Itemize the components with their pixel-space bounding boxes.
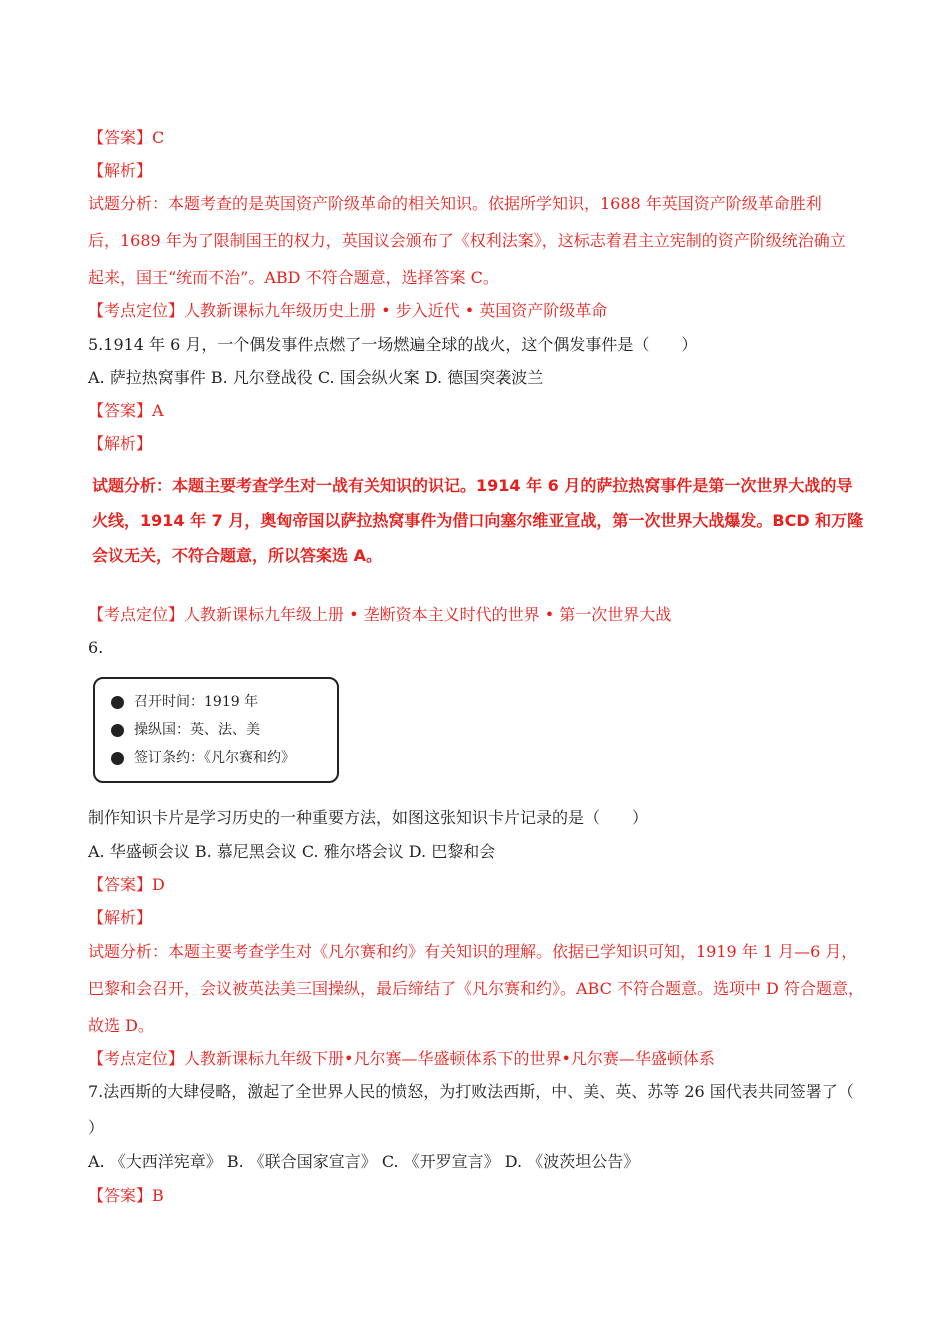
q6-analysis-line-3: 故选 D。 (88, 1016, 154, 1035)
card-row-1: 召开时间：1919 年 (111, 691, 258, 711)
q7-answer: 【答案】B (88, 1186, 164, 1205)
q4-answer: 【答案】C (88, 128, 165, 147)
q5-analysis-line-3: 会议无关，不符合题意，所以答案选 A。 (92, 546, 382, 565)
q6-analysis-label: 【解析】 (88, 908, 153, 927)
q7-question-line-1: 7.法西斯的大肆侵略，激起了全世界人民的愤怒，为打败法西斯，中、美、英、苏等 26 国代表共同签署了（ (88, 1082, 854, 1101)
card-row-2: 操纵国：英、法、美 (111, 719, 260, 739)
q6-number: 6. (88, 638, 104, 657)
q4-kaodian: 【考点定位】人教新课标九年级历史上册 • 步入近代 • 英国资产阶级革命 (88, 301, 608, 320)
q4-analysis-line-3: 起来，国王“统而不治”。ABD 不符合题意，选择答案 C。 (88, 268, 499, 287)
q6-options: A. 华盛顿会议 B. 慕尼黑会议 C. 雅尔塔会议 D. 巴黎和会 (88, 842, 496, 861)
q6-kaodian: 【考点定位】人教新课标九年级下册•凡尔赛—华盛顿体系下的世界•凡尔赛—华盛顿体系 (88, 1049, 715, 1068)
bullet-dot-icon (111, 752, 124, 765)
q6-answer: 【答案】D (88, 875, 165, 894)
q6-analysis-line-2: 巴黎和会召开，会议被英法美三国操纵，最后缔结了《凡尔赛和约》。ABC 不符合题意。选项中 D 符合题意， (88, 979, 864, 998)
q7-options: A. 《大西洋宪章》 B. 《联合国家宣言》 C. 《开罗宣言》 D. 《波茨坦公告》 (88, 1152, 640, 1171)
q5-analysis-line-2: 火线，1914 年 7 月，奥匈帝国以萨拉热窝事件为借口向塞尔维亚宣战，第一次世界大战爆发。BCD 和万隆 (92, 511, 864, 530)
q5-question: 5.1914 年 6 月，一个偶发事件点燃了一场燃遍全球的战火，这个偶发事件是（ ） (88, 335, 698, 354)
q5-analysis-line-1: 试题分析：本题主要考查学生对一战有关知识的识记。1914 年 6 月的萨拉热窝事件是第一次世界大战的导 (92, 476, 853, 495)
q4-analysis-line-2: 后，1689 年为了限制国王的权力，英国议会颁布了《权利法案》，这标志着君主立宪制的资产阶级统治确立 (88, 231, 846, 250)
q5-kaodian: 【考点定位】人教新课标九年级上册 • 垄断资本主义时代的世界 • 第一次世界大战 (88, 605, 672, 624)
q4-analysis-line-1: 试题分析：本题考查的是英国资产阶级革命的相关知识。依据所学知识，1688 年英国资产阶级革命胜利 (88, 194, 822, 213)
q6-analysis-line-1: 试题分析：本题主要考查学生对《凡尔赛和约》有关知识的理解。依据已学知识可知，1919 年 1 月—6 月， (88, 942, 858, 961)
bullet-dot-icon (111, 724, 124, 737)
q6-question: 制作知识卡片是学习历史的一种重要方法，如图这张知识卡片记录的是（ ） (88, 808, 649, 827)
bullet-dot-icon (111, 696, 124, 709)
q5-options: A. 萨拉热窝事件 B. 凡尔登战役 C. 国会纵火案 D. 德国突袭波兰 (88, 368, 544, 387)
card-row-3: 签订条约：《凡尔赛和约》 (111, 747, 295, 767)
q4-analysis-label: 【解析】 (88, 161, 153, 180)
q5-answer: 【答案】A (88, 401, 164, 420)
q7-question-line-2: ） (88, 1118, 105, 1137)
knowledge-card-image (93, 677, 339, 783)
q5-analysis-label: 【解析】 (88, 434, 153, 453)
